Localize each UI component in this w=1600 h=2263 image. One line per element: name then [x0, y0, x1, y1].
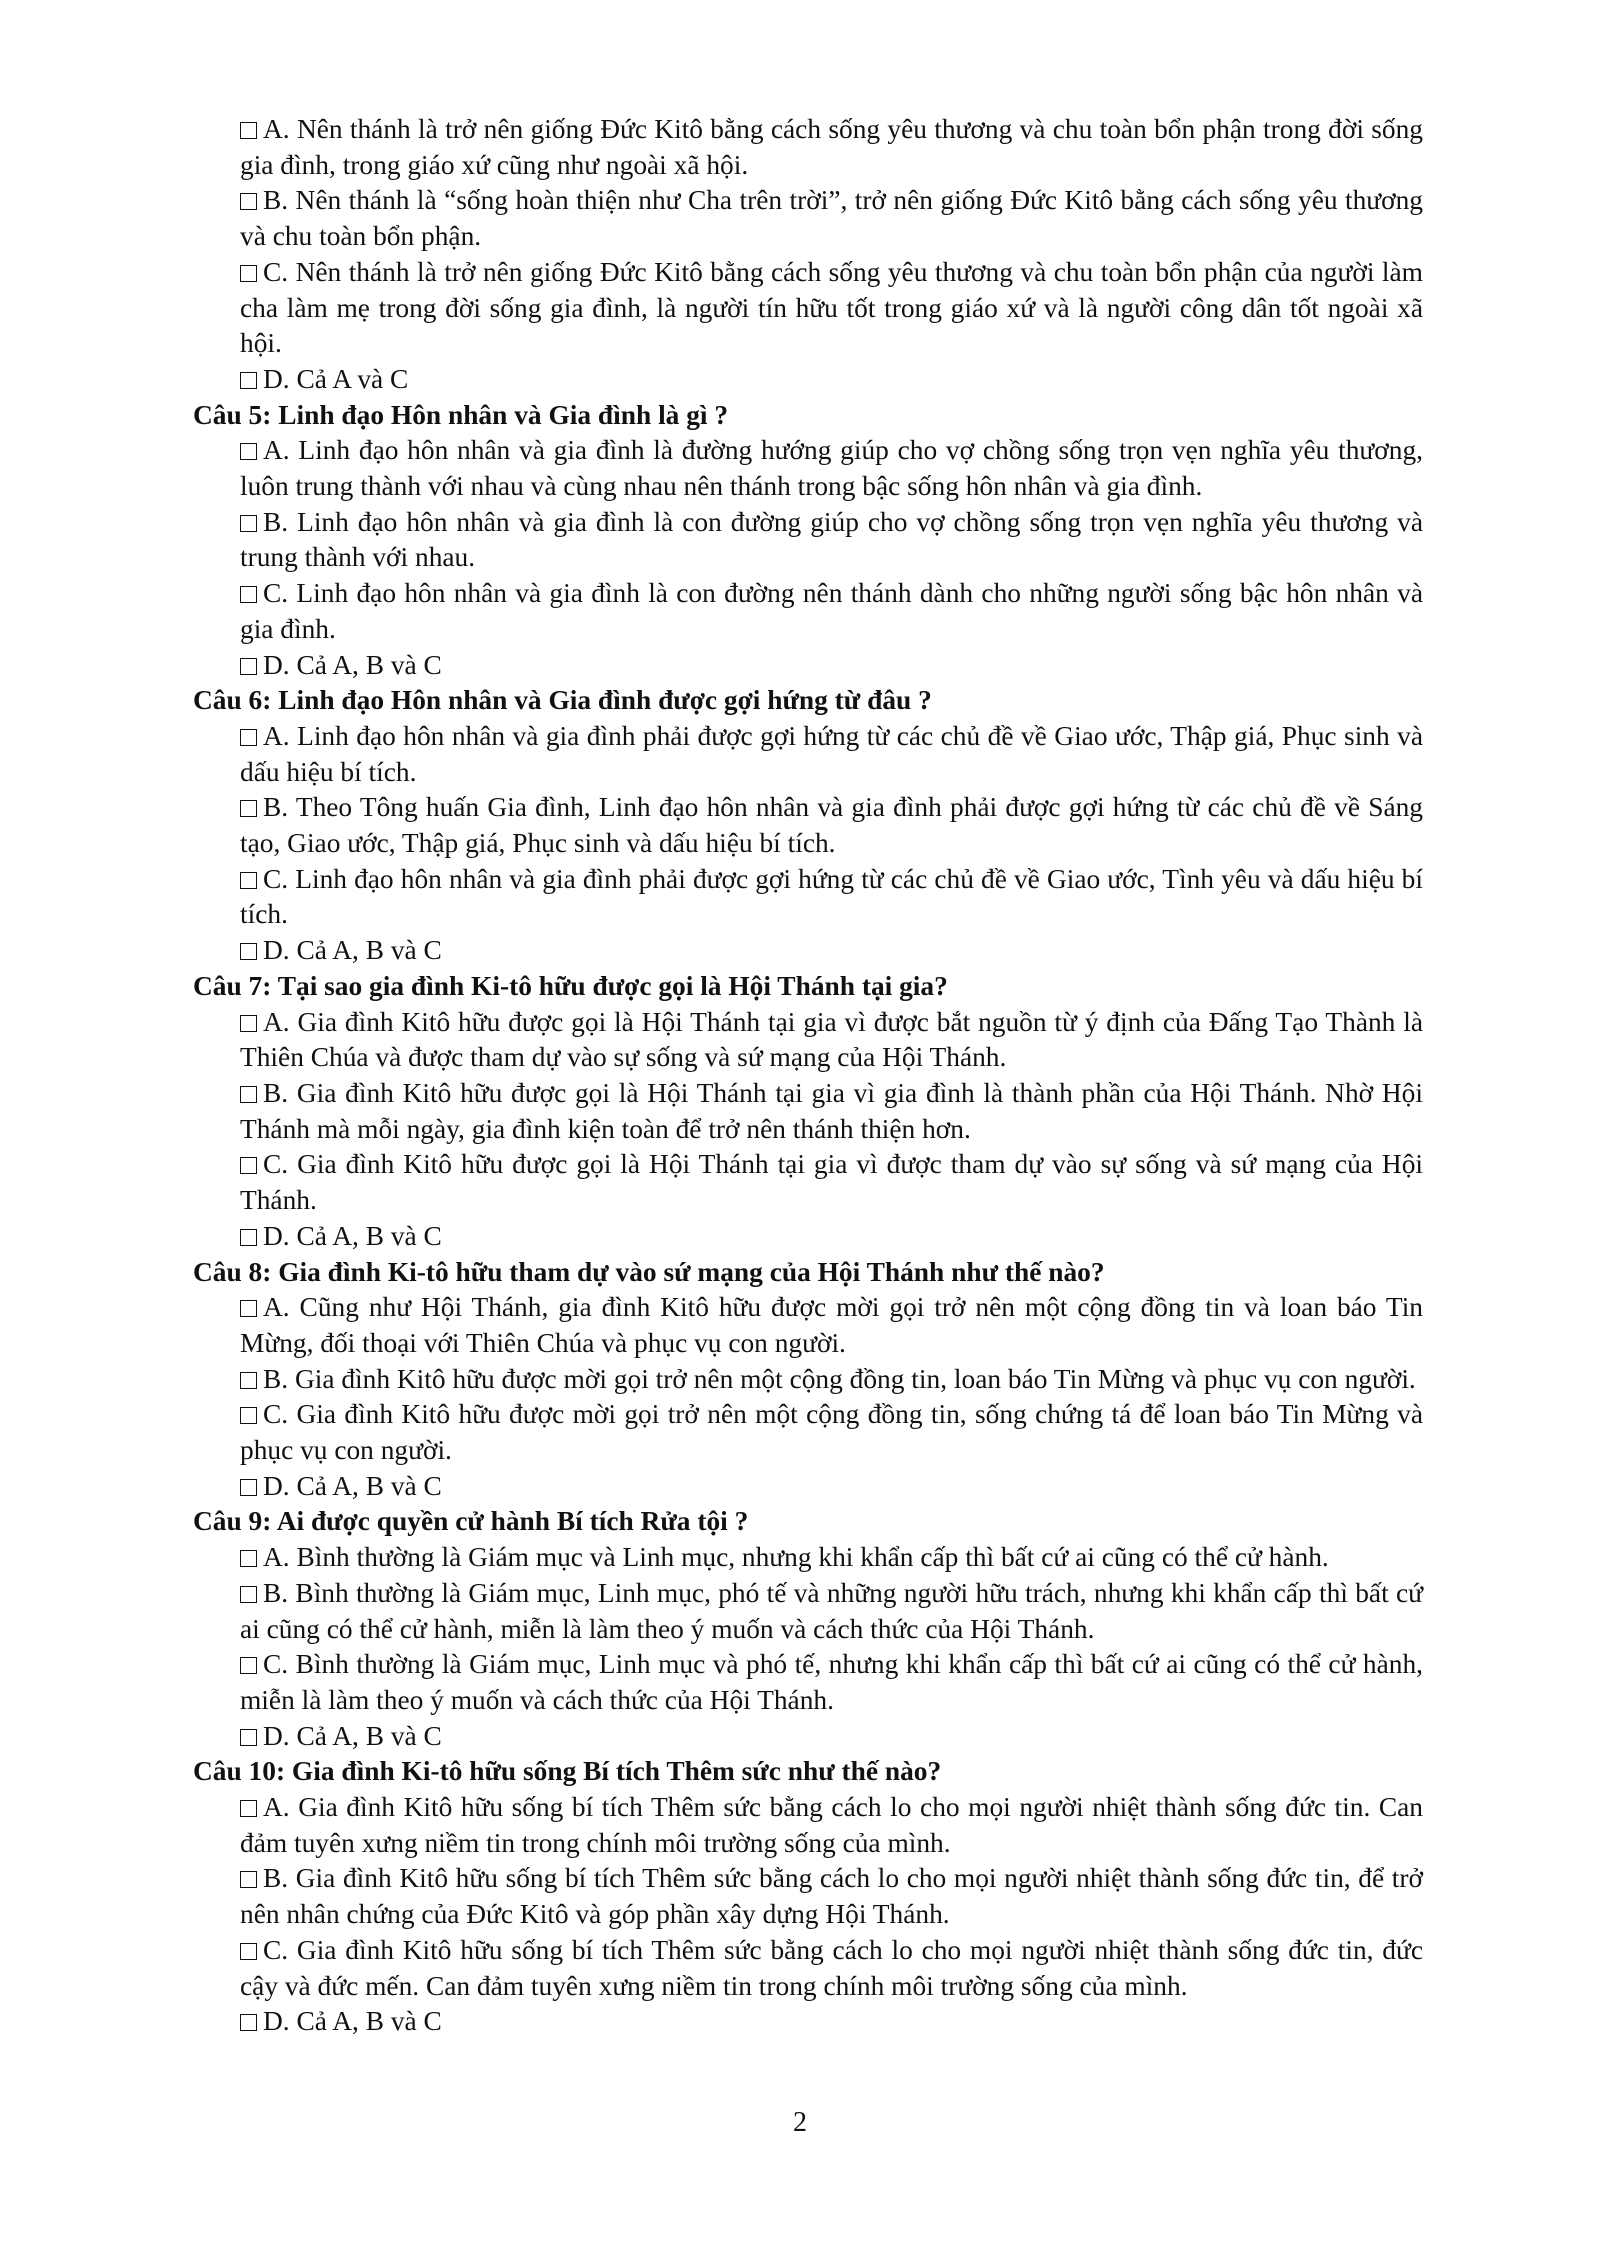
option-text: A. Cũng như Hội Thánh, gia đình Kitô hữu được mời gọi trở nên một cộng đồng tin và loan báo Tin Mừng, đối thoại với Thiên Chúa và phục vụ con người. [240, 1292, 1423, 1358]
checkbox-icon[interactable] [240, 372, 257, 389]
question-block-7 [193, 969, 1423, 1255]
option-text: B. Theo Tông huấn Gia đình, Linh đạo hôn nhân và gia đình phải được gợi hứng từ các chủ đề về Sáng tạo, Giao ước, Thập giá, Phục sinh và dấu hiệu bí tích. [240, 792, 1423, 859]
question-title: Câu 10: Gia đình Ki-tô hữu sống Bí tích Thêm sức như thế nào? [193, 1756, 942, 1787]
checkbox-icon[interactable] [240, 1157, 257, 1174]
option-text: A. Gia đình Kitô hữu sống bí tích Thêm sức bằng cách lo cho mọi người nhiệt thành sống đức tin. Can đảm tuyên xưng niềm tin trong chính môi trường sống của mình. [240, 1792, 1423, 1858]
checkbox-icon[interactable] [240, 586, 257, 603]
checkbox-icon[interactable] [240, 1479, 257, 1496]
answer-option [193, 505, 1423, 576]
checkbox-icon[interactable] [240, 193, 257, 210]
answer-option [193, 1576, 1423, 1647]
checkbox-icon[interactable] [240, 2014, 257, 2031]
answer-option [193, 1076, 1423, 1147]
option-text: B. Bình thường là Giám mục, Linh mục, phó tế và những người hữu trách, nhưng khi khẩn cấp thì bất cứ ai cũng có thể cử hành, miễn là làm theo ý muốn và cách thức của Hội Thánh. [240, 1577, 1423, 1644]
question-title: Câu 9: Ai được quyền cử hành Bí tích Rửa tội ? [193, 1506, 749, 1537]
answer-option [193, 1861, 1423, 1932]
option-text: B. Nên thánh là “sống hoàn thiện như Cha trên trời”, trở nên giống Đức Kitô bằng cách sống yêu thương và chu toàn bổn phận. [240, 185, 1423, 252]
answer-option [193, 1219, 1423, 1255]
answer-option [193, 1719, 1423, 1755]
question-block-5 [193, 398, 1423, 684]
question-block-9 [193, 1504, 1423, 1754]
answer-option [193, 576, 1423, 647]
answer-option [193, 933, 1423, 969]
checkbox-icon[interactable] [240, 1943, 257, 1960]
checkbox-icon[interactable] [240, 1300, 257, 1317]
question-title: Câu 8: Gia đình Ki-tô hữu tham dự vào sứ mạng của Hội Thánh như thế nào? [193, 1256, 1105, 1287]
answer-option [193, 1290, 1423, 1361]
checkbox-icon[interactable] [240, 1657, 257, 1674]
answer-option [193, 1540, 1423, 1576]
option-text: D. Cả A và C [263, 363, 409, 394]
option-text: A. Bình thường là Giám mục và Linh mục, nhưng khi khẩn cấp thì bất cứ ai cũng có thể cử hành. [263, 1542, 1329, 1573]
answer-option [193, 1397, 1423, 1468]
checkbox-icon[interactable] [240, 1086, 257, 1103]
checkbox-icon[interactable] [240, 1407, 257, 1424]
checkbox-icon[interactable] [240, 729, 257, 746]
page-number: 2 [793, 2107, 807, 2138]
checkbox-icon[interactable] [240, 443, 257, 460]
question-block-6 [193, 683, 1423, 969]
option-text: D. Cả A, B và C [263, 649, 442, 680]
document-page [193, 112, 1423, 2040]
answer-option [193, 1647, 1423, 1718]
answer-option [193, 648, 1423, 684]
option-text: B. Linh đạo hôn nhân và gia đình là con đường giúp cho vợ chồng sống trọn vẹn nghĩa yêu thương và trung thành với nhau. [240, 506, 1423, 573]
answer-option [193, 183, 1423, 254]
option-text: A. Linh đạo hôn nhân và gia đình phải được gợi hứng từ các chủ đề về Giao ước, Thập giá, Phục sinh và dấu hiệu bí tích. [240, 720, 1423, 787]
option-text: B. Gia đình Kitô hữu sống bí tích Thêm sức bằng cách lo cho mọi người nhiệt thành sống đức tin, để trở nên nhân chứng của Đức Kitô và góp phần xây dựng Hội Thánh. [240, 1863, 1423, 1930]
checkbox-icon[interactable] [240, 872, 257, 889]
option-text: D. Cả A, B và C [263, 1720, 442, 1751]
checkbox-icon[interactable] [240, 1550, 257, 1567]
checkbox-icon[interactable] [240, 122, 257, 139]
answer-option [193, 112, 1423, 183]
checkbox-icon[interactable] [240, 1372, 257, 1389]
option-text: D. Cả A, B và C [263, 1470, 442, 1501]
checkbox-icon[interactable] [240, 800, 257, 817]
option-text: A. Nên thánh là trở nên giống Đức Kitô bằng cách sống yêu thương và chu toàn bổn phận trong đời sống gia đình, trong giáo xứ cũng như ngoài xã hội. [240, 114, 1423, 180]
checkbox-icon[interactable] [240, 515, 257, 532]
question-block-4 [193, 112, 1423, 398]
checkbox-icon[interactable] [240, 1229, 257, 1246]
answer-option [193, 1147, 1423, 1218]
option-text: D. Cả A, B và C [263, 1220, 442, 1251]
question-block-10 [193, 1754, 1423, 2040]
option-text: B. Gia đình Kitô hữu được gọi là Hội Thánh tại gia vì gia đình là thành phần của Hội Thánh. Nhờ Hội Thánh mà mỗi ngày, gia đình kiện toàn để trở nên thánh thiện hơn. [240, 1077, 1423, 1144]
question-block-8 [193, 1255, 1423, 1505]
option-text: A. Gia đình Kitô hữu được gọi là Hội Thánh tại gia vì được bắt nguồn từ ý định của Đấng Tạo Thành là Thiên Chúa và được tham dự vào sự sống và sứ mạng của Hội Thánh. [240, 1006, 1423, 1073]
checkbox-icon[interactable] [240, 1871, 257, 1888]
answer-option [193, 1005, 1423, 1076]
answer-option [193, 255, 1423, 362]
checkbox-icon[interactable] [240, 265, 257, 282]
question-title: Câu 7: Tại sao gia đình Ki-tô hữu được gọi là Hội Thánh tại gia? [193, 970, 948, 1001]
answer-option [193, 433, 1423, 504]
answer-option [193, 1362, 1423, 1398]
answer-option [193, 862, 1423, 933]
answer-option [193, 1790, 1423, 1861]
answer-option [193, 719, 1423, 790]
checkbox-icon[interactable] [240, 1729, 257, 1746]
checkbox-icon[interactable] [240, 658, 257, 675]
answer-option [193, 790, 1423, 861]
question-title: Câu 6: Linh đạo Hôn nhân và Gia đình được gợi hứng từ đâu ? [193, 685, 932, 716]
answer-option [193, 1469, 1423, 1505]
option-text: D. Cả A, B và C [263, 935, 442, 966]
answer-option [193, 2004, 1423, 2040]
option-text: C. Linh đạo hôn nhân và gia đình là con đường nên thánh dành cho những người sống bậc hôn nhân và gia đình. [240, 578, 1423, 644]
option-text: C. Gia đình Kitô hữu sống bí tích Thêm sức bằng cách lo cho mọi người nhiệt thành sống đức tin, đức cậy và đức mến. Can đảm tuyên xưng niềm tin trong chính môi trường sống của mình. [240, 1934, 1423, 2001]
option-text: A. Linh đạo hôn nhân và gia đình là đường hướng giúp cho vợ chồng sống trọn vẹn nghĩa yêu thương, luôn trung thành với nhau và cùng nhau nên thánh trong bậc sống hôn nhân và gia đình. [240, 435, 1423, 502]
option-text: C. Bình thường là Giám mục, Linh mục và phó tế, nhưng khi khẩn cấp thì bất cứ ai cũng có thể cử hành, miễn là làm theo ý muốn và cách thức của Hội Thánh. [240, 1649, 1423, 1715]
checkbox-icon[interactable] [240, 943, 257, 960]
option-text: C. Nên thánh là trở nên giống Đức Kitô bằng cách sống yêu thương và chu toàn bổn phận của người làm cha làm mẹ trong đời sống gia đình, là người tín hữu tốt trong giáo xứ và là người công dân tốt ngoài xã hội. [240, 256, 1423, 359]
option-text: C. Gia đình Kitô hữu được mời gọi trở nên một cộng đồng tin, sống chứng tá để loan báo Tin Mừng và phục vụ con người. [240, 1399, 1423, 1466]
question-title: Câu 5: Linh đạo Hôn nhân và Gia đình là gì ? [193, 399, 729, 430]
option-text: C. Linh đạo hôn nhân và gia đình phải được gợi hứng từ các chủ đề về Giao ước, Tình yêu và dấu hiệu bí tích. [240, 863, 1423, 930]
option-text: D. Cả A, B và C [263, 2006, 442, 2037]
answer-option [193, 362, 1423, 398]
checkbox-icon[interactable] [240, 1800, 257, 1817]
answer-option [193, 1933, 1423, 2004]
option-text: B. Gia đình Kitô hữu được mời gọi trở nên một cộng đồng tin, loan báo Tin Mừng và phục vụ con người. [263, 1363, 1416, 1394]
checkbox-icon[interactable] [240, 1586, 257, 1603]
checkbox-icon[interactable] [240, 1015, 257, 1032]
option-text: C. Gia đình Kitô hữu được gọi là Hội Thánh tại gia vì được tham dự vào sự sống và sứ mạng của Hội Thánh. [240, 1149, 1423, 1216]
